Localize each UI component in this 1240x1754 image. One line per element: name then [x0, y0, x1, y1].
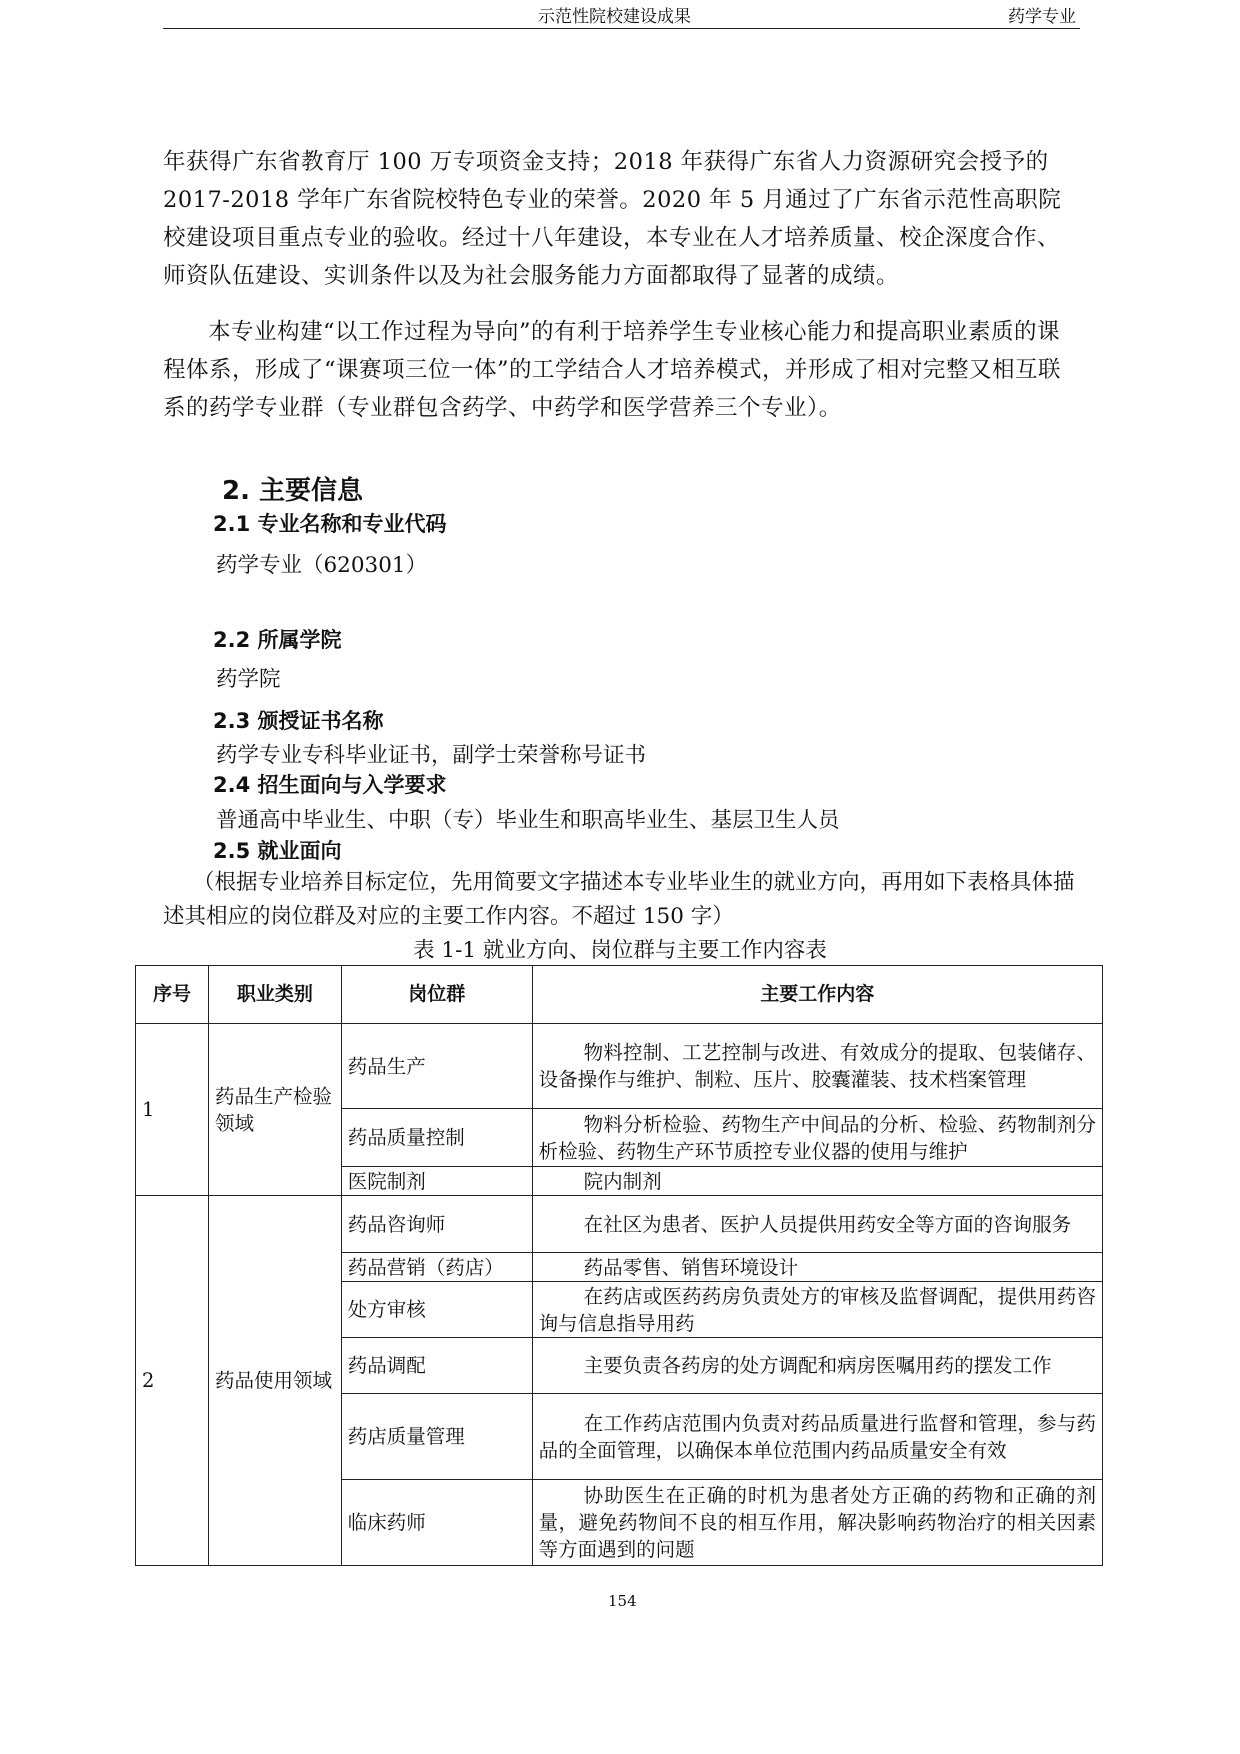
- row-seq: 2: [136, 1196, 209, 1566]
- subsection-heading-2-5: 2.5 就业面向: [213, 839, 342, 863]
- paragraph-achievements: [163, 143, 1080, 295]
- table-row: [136, 1024, 1103, 1109]
- subsection-heading-2-2: 2.2 所属学院: [213, 628, 342, 652]
- row-duties: 协助医生在正确的时机为患者处方正确的药物和正确的剂量，避免药物间不良的相互作用，解决影响药物治疗的相关因素等方面遇到的问题: [532, 1480, 1102, 1566]
- employment-table: [135, 965, 1103, 1566]
- row-duties: 物料控制、工艺控制与改进、有效成分的提取、包装储存、设备操作与维护、制粒、压片、胶囊灌装、技术档案管理: [532, 1024, 1102, 1109]
- row-position: 处方审核: [341, 1282, 532, 1338]
- row-position: 药店质量管理: [341, 1394, 532, 1480]
- row-duties: 药品零售、销售环境设计: [532, 1253, 1102, 1282]
- row-duties: 院内制剂: [532, 1167, 1102, 1196]
- header-title: 示范性院校建设成果: [538, 7, 691, 27]
- col-header-seq: 序号: [136, 966, 209, 1024]
- row-duties: 在社区为患者、医护人员提供用药安全等方面的咨询服务: [532, 1196, 1102, 1253]
- page-number: 154: [608, 1592, 637, 1610]
- major-name-code: 药学专业（620301）: [216, 553, 428, 578]
- row-duties: 在工作药店范围内负责对药品质量进行监督和管理，参与药品的全面管理，以确保本单位范围内药品质量安全有效: [532, 1394, 1102, 1480]
- row-position: 药品营销（药店）: [341, 1253, 532, 1282]
- row-category: 药品使用领域: [208, 1196, 341, 1566]
- section-heading: 2. 主要信息: [222, 476, 364, 506]
- row-duties: 物料分析检验、药物生产中间品的分析、检验、药物制剂分析检验、药物生产环节质控专业仪器的使用与维护: [532, 1109, 1102, 1167]
- row-position: 药品生产: [341, 1024, 532, 1109]
- paragraph-text: 年获得广东省教育厅 100 万专项资金支持；2018 年获得广东省人力资源研究会授予的 2017-2018 学年广东省院校特色专业的荣誉。2020 年 5 月通过了广东省示范性高职院校建设项目重点专业的验收。经过十八年建设，本专业在人才培养质量、校企深度合作、师资队伍建设、实训条件以及为社会服务能力方面都取得了显著的成绩。: [163, 149, 1062, 289]
- employment-note: （根据专业培养目标定位，先用简要文字描述本专业毕业生的就业方向，再用如下表格具体描述其相应的岗位群及对应的主要工作内容。不超过 150 字）: [163, 870, 1075, 929]
- table-row: [136, 1196, 1103, 1253]
- subsection-heading-2-3: 2.3 颁授证书名称: [213, 709, 384, 733]
- row-seq: 1: [136, 1024, 209, 1196]
- row-position: 医院制剂: [341, 1167, 532, 1196]
- subsection-heading-2-1: 2.1 专业名称和专业代码: [213, 512, 447, 536]
- row-duties: 在药店或医药药房负责处方的审核及监督调配，提供用药咨询与信息指导用药: [532, 1282, 1102, 1338]
- header-major: 药学专业: [1008, 7, 1076, 27]
- table-caption: 表 1-1 就业方向、岗位群与主要工作内容表: [413, 938, 827, 963]
- row-position: 临床药师: [341, 1480, 532, 1566]
- row-category: 药品生产检验领域: [208, 1024, 341, 1196]
- row-position: 药品咨询师: [341, 1196, 532, 1253]
- row-position: 药品质量控制: [341, 1109, 532, 1167]
- col-header-duties: 主要工作内容: [532, 966, 1102, 1024]
- college-name: 药学院: [216, 667, 281, 692]
- certificate-name: 药学专业专科毕业证书，副学士荣誉称号证书: [216, 743, 647, 768]
- subsection-heading-2-4: 2.4 招生面向与入学要求: [213, 773, 447, 797]
- paragraph-text: 本专业构建“以工作过程为导向”的有利于培养学生专业核心能力和提高职业素质的课程体系，形成了“课赛项三位一体”的工学结合人才培养模式，并形成了相对完整又相互联系的药学专业群（专业群包含药学、中药学和医学营养三个专业）。: [163, 319, 1062, 421]
- row-position: 药品调配: [341, 1338, 532, 1394]
- row-duties: 主要负责各药房的处方调配和病房医嘱用药的摆发工作: [532, 1338, 1102, 1394]
- enrollment-requirements: 普通高中毕业生、中职（专）毕业生和职高毕业生、基层卫生人员: [216, 808, 840, 833]
- paragraph-curriculum: [163, 313, 1080, 427]
- page-header: [163, 0, 1080, 29]
- col-header-position: 岗位群: [341, 966, 532, 1024]
- table-header-row: [136, 966, 1103, 1024]
- col-header-category: 职业类别: [208, 966, 341, 1024]
